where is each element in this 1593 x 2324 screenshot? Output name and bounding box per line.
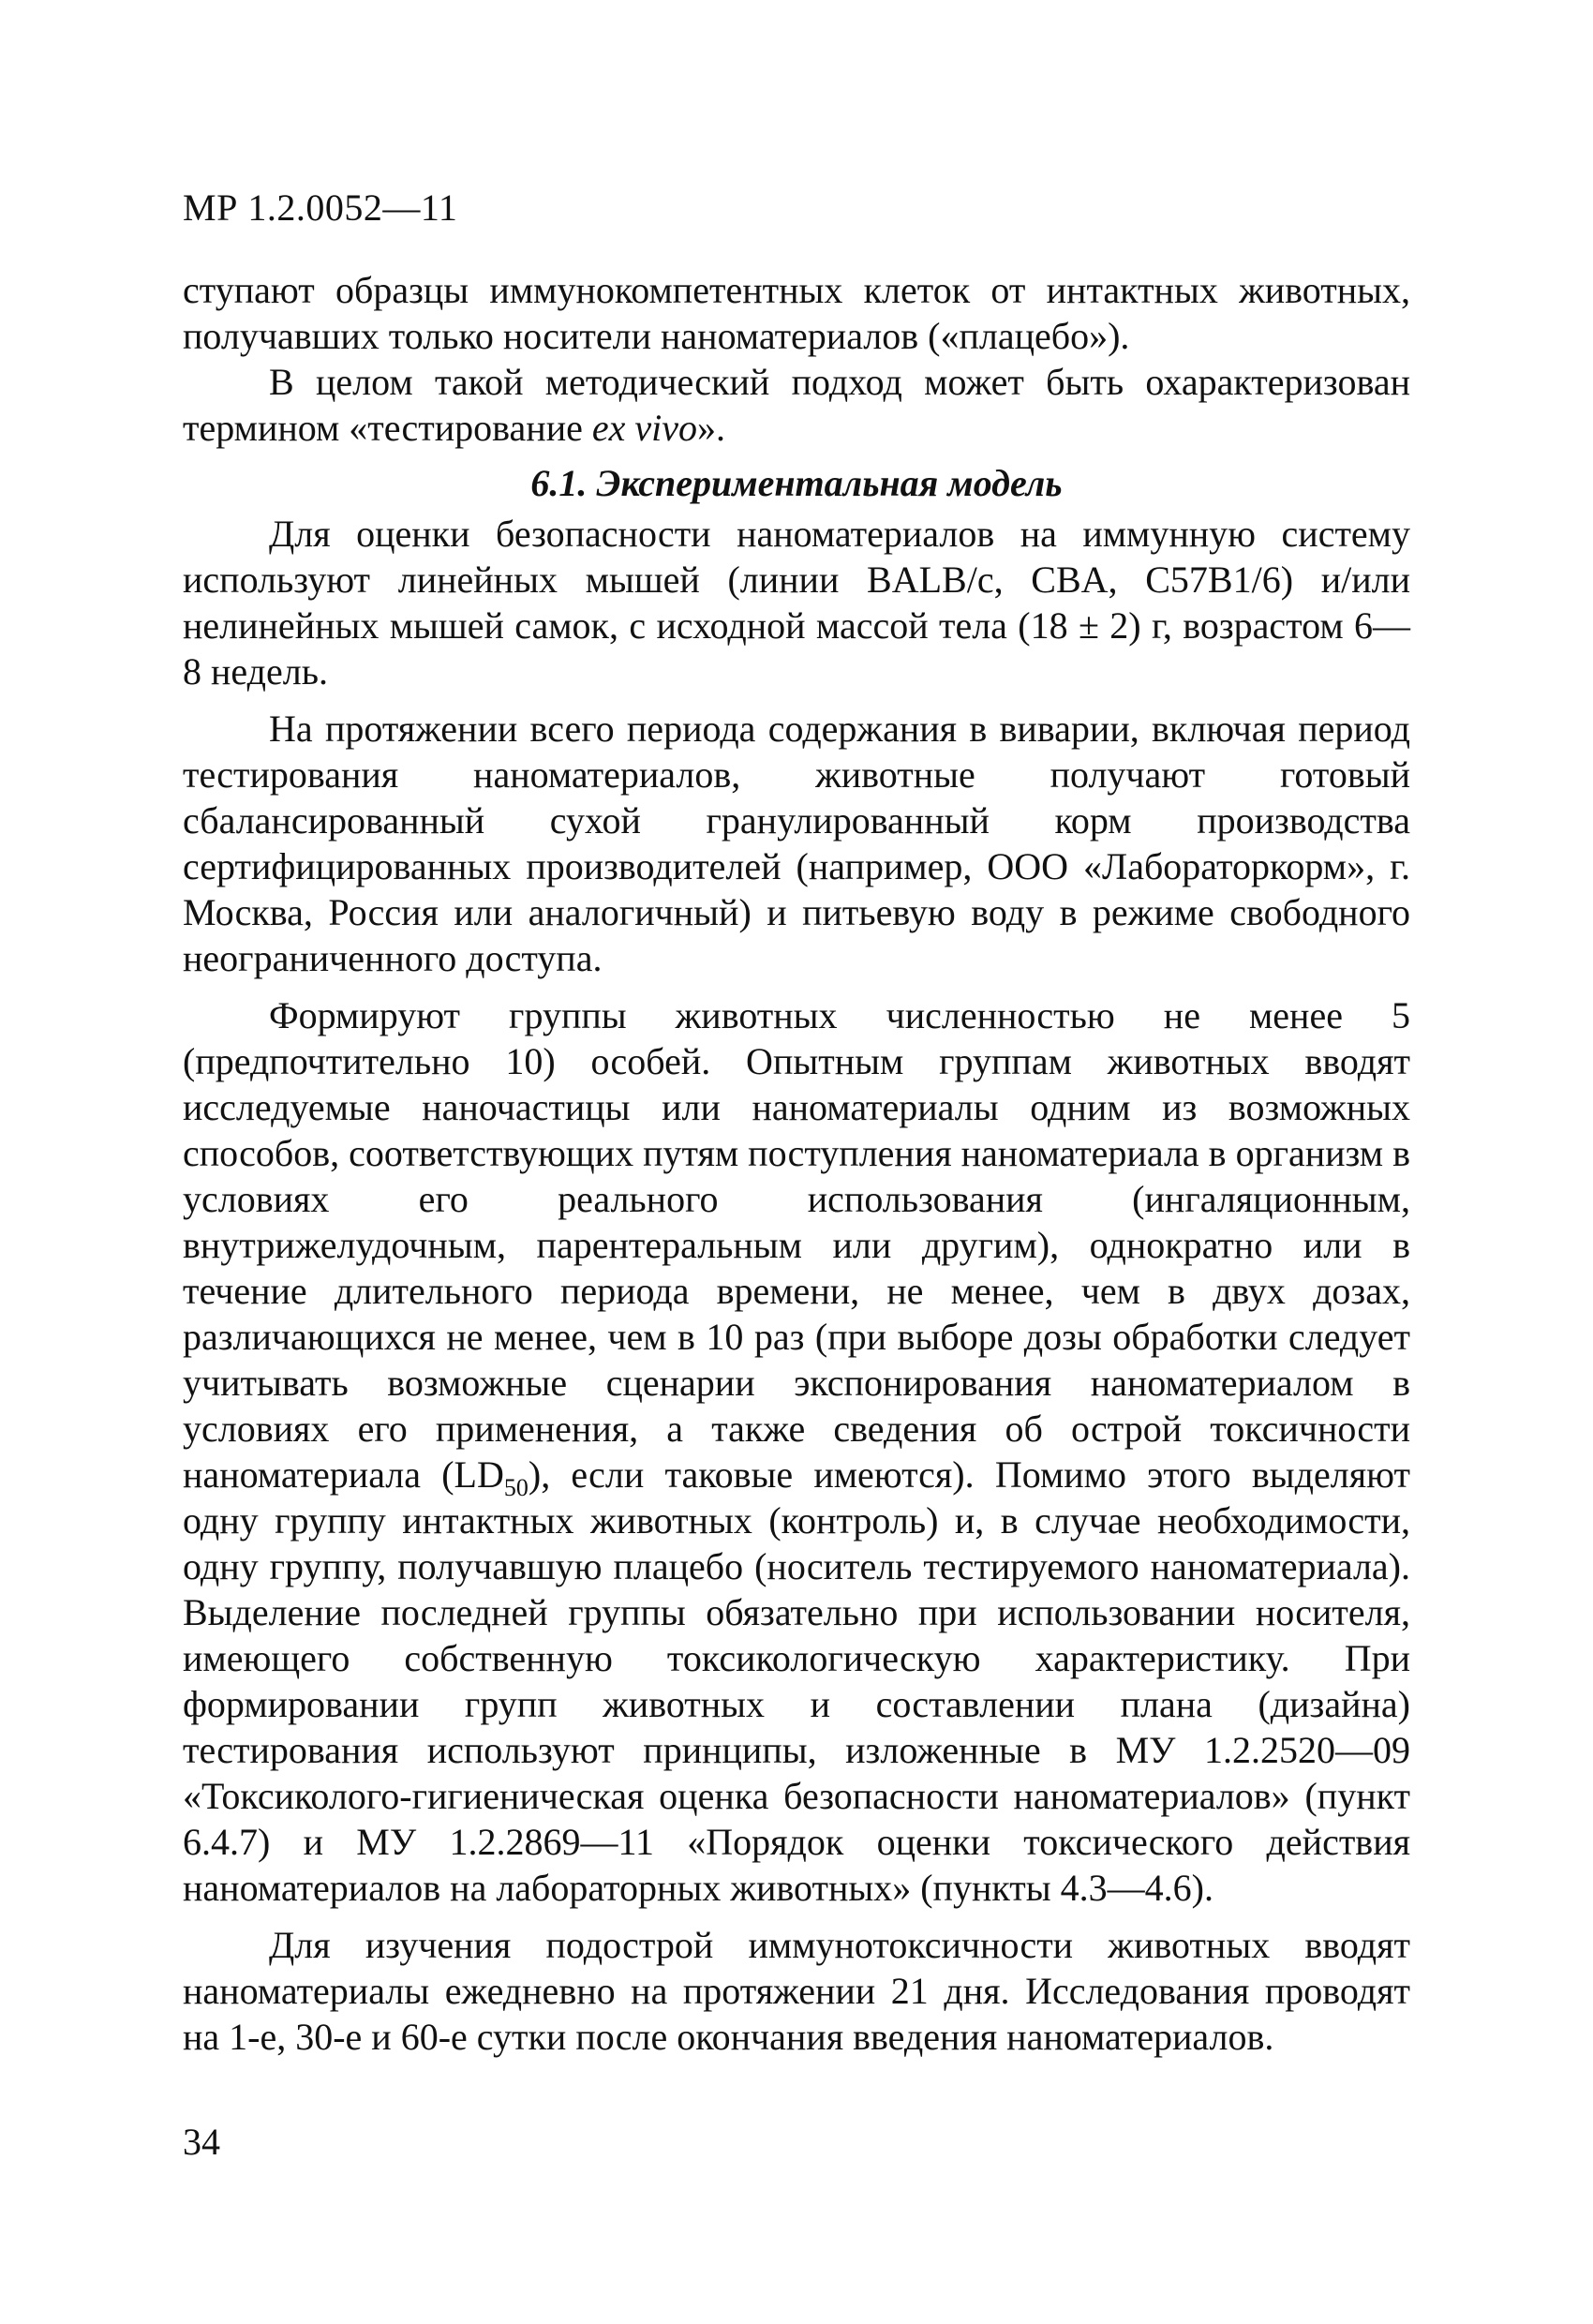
ld50-subscript: 50 <box>503 1474 529 1501</box>
paragraph-continuation: ступают образцы иммунокомпетентных клеток от интактных животных, получавших только носители наноматериалов («плацебо»). <box>183 269 1410 357</box>
paragraph-ex-vivo <box>183 359 1410 451</box>
document-code-header: МР 1.2.0052—11 <box>183 186 458 229</box>
paragraph-gap <box>183 1911 1410 1922</box>
paragraph-gap <box>183 981 1410 992</box>
paragraph-groups-start: Формируют группы животных численностью не менее 5 (предпочтительно 10) особей. Опытным группам животных вводят исследуемые наночастицы или наноматериалы одним из возможных способов, соответствующих путям поступления наноматериала в организм в условиях его реального использования (ингаляционным, внутрижелудочным, парентеральным или другим), однократно или в течение длительного периода времени, не менее, чем в двух дозах, различающихся не менее, чем в 10 раз (при выборе дозы обработки следует учитывать возможные сценарии экспонирования наноматериалом в условиях его применения, а также сведения об острой токсичности наноматериала (LD <box>183 994 1410 1496</box>
body-text <box>183 267 1410 2060</box>
paragraph-ex-vivo-start: В целом такой методический подход может быть охарактеризован термином «тестирование <box>183 361 1410 449</box>
paragraph-feeding: На протяжении всего периода содержания в виварии, включая период тестирования наноматериалов, животные получают готовый сбалансированный сухой гранулированный корм производства сертифицированных производителей (например, ООО «Лабораторкорм», г. Москва, Россия или аналогичный) и питьевую воду в режиме свободного неограниченного доступа. <box>183 708 1410 979</box>
paragraph-animals: Для оценки безопасности наноматериалов на иммунную систему используют линейных мышей (линии BALB/c, CBA, C57B1/6) и/или нелинейных мышей самок, с исходной массой тела (18 ± 2) г, возрастом 6—8 недель. <box>183 513 1410 693</box>
section-heading: 6.1. Экспериментальная модель <box>530 462 1063 504</box>
paragraph-groups-end: ), если таковые имеются). Помимо этого выделяют одну группу интактных животных (контроль) и, в случае необходимости, одну группу, получавшую плацебо (носитель тестируемого наноматериала). Выделение последней группы обязательно при использовании носителя, имеющего собственную токсикологическую характеристику. При формировании групп животных и составлении плана (дизайна) тестирования используют принципы, изложенные в МУ 1.2.2520—09 «Токсиколого-гигиеническая оценка безопасности наноматериалов» (пункт 6.4.7) и МУ 1.2.2869—11 «Порядок оценки токсического действия наноматериалов на лабораторных животных» (пункты 4.3—4.6). <box>183 1453 1410 1909</box>
paragraph-groups <box>183 992 1410 1911</box>
paragraph-ex-vivo-end: ». <box>697 407 725 449</box>
paragraph-gap <box>183 694 1410 706</box>
page-number: 34 <box>183 2121 220 2163</box>
ex-vivo-term: ex vivo <box>591 407 697 449</box>
paragraph-subacute: Для изучения подострой иммунотоксичности животных вводят наноматериалы ежедневно на протяжении 21 дня. Исследования проводят на 1-е, 30-е и 60-е сутки после окончания введения наноматериалов. <box>183 1924 1410 2058</box>
